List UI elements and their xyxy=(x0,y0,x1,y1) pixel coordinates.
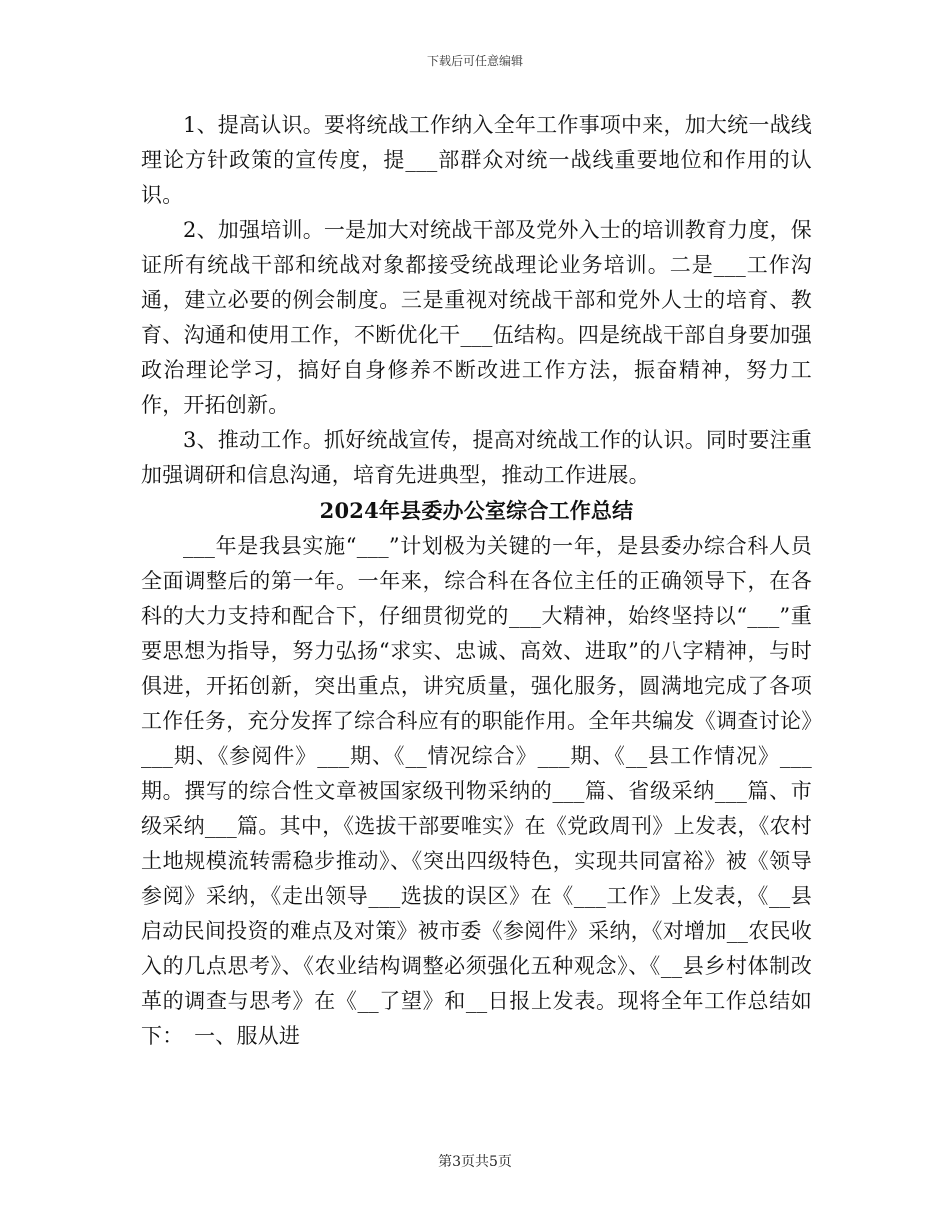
paragraph-promote-work: 3、推动工作。抓好统战宣传，提高对统战工作的认识。同时要注重加强调研和信息沟通，培育先进典型，推动工作进展。 xyxy=(141,428,812,487)
section-title: 2024年县委办公室综合工作总结 xyxy=(319,498,634,523)
page-header: 下载后可任意编辑 xyxy=(426,54,523,68)
page-number: 第3页共5页 xyxy=(438,1154,512,1170)
paragraph-raise-awareness: 1、提高认识。要将统战工作纳入全年工作事项中来，加大统一战线理论方针政策的宣传度，提___部群众对统一战线重要地位和作用的认识。 xyxy=(141,113,812,207)
paragraph-summary-intro: ___年是我县实施“___”计划极为关键的一年，是县委办综合科人员全面调整后的第一年。一年来，综合科在各位主任的正确领导下，在各科的大力支持和配合下，仔细贯彻党的___大精神，始终坚持以“___”重要思想为指导，努力弘扬“求实、忠诚、高效、进取”的八字精神，与时俱进，开拓创新，突出重点，讲究质量，强化服务，圆满地完成了各项工作任务，充分发挥了综合科应有的职能作用。全年共编发《调查讨论》___期、《参阅件》___期、《__情况综合》___期、《__县工作情况》___期。撰写的综合性文章被国家级刊物采纳的___篇、省级采纳___篇、市级采纳___篇。其中，《选拔干部要唯实》在《党政周刊》上发表，《农村土地规模流转需稳步推动》、《突出四级特色，实现共同富裕》被《领导参阅》采纳，《走出领导___选拔的误区》在《___工作》上发表，《__县启动民间投资的难点及对策》被市委《参阅件》采纳，《对增加__农民收入的几点思考》、《农业结构调整必须强化五种观念》、《__县乡村体制改革的调查与思考》在《__了望》和__日报上发表。现将全年工作总结如下： 一、服从进 xyxy=(141,534,812,1048)
document-body xyxy=(141,108,812,1054)
paragraph-strengthen-training: 2、加强培训。一是加大对统战干部及党外入士的培训教育力度，保证所有统战干部和统战对象都接受统战理论业务培训。二是___工作沟通，建立必要的例会制度。三是重视对统战干部和党外人士的培育、教育、沟通和使用工作，不断优化干___伍结构。四是统战干部自身要加强政治理论学习，搞好自身修养不断改进工作方法，振奋精神，努力工作，开拓创新。 xyxy=(141,218,812,417)
